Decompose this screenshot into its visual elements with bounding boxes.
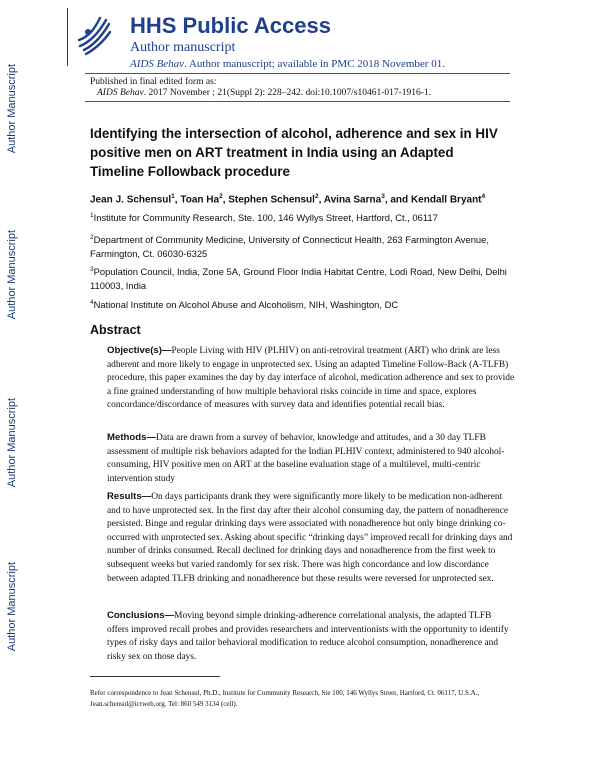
article-title: Identifying the intersection of alcohol, adherence and sex in HIV positive men on ART treatment in India using an Adapted Timeline Followback procedure	[90, 126, 498, 179]
hhs-title: HHS Public Access	[130, 13, 331, 38]
author: Toan Ha	[180, 194, 220, 206]
footnote-rule	[90, 676, 220, 677]
availability-line: AIDS Behav. Author manuscript; available in PMC 2018 November 01.	[130, 58, 445, 70]
author: Kendall Bryant	[410, 194, 482, 206]
author: Stephen Schensul	[228, 194, 315, 206]
publication-rule	[85, 101, 510, 102]
publication-info: Published in final edited form as: AIDS Behav. 2017 November ; 21(Suppl 2): 228–242. doi:10.1007/s10461-017-1916-1.	[90, 77, 432, 98]
manuscript-label: Author manuscript	[130, 40, 236, 55]
header-divider	[67, 8, 68, 66]
affiliation-4: $^4$National Institute on Alcohol Abuse and Alcoholism, NIH, Washington, DC	[90, 299, 399, 311]
abstract-conclusions: Conclusions—Moving beyond simple drinking-adherence correlational analysis, the adapted TLFB offers improved recall probes and provides researchers and interventionists with the opportunity to identify types of risky days and tailor behavioral modification to reduce alcohol consumption, nonadherence and risky sex on those days.	[107, 610, 509, 662]
abstract-objectives: Objective(s)—People Living with HIV (PLHIV) on anti-retroviral treatment (ART) who drink are less adherent and more likely to engage in unprotected sex. Using an adapted Timeline Follow-Back (A-TLFB) procedure, this paper examines the day by day interface of alcohol, medication adherence and sex to provide a fine grained understanding of how multiple behavioral risks coincide in time and space, explores concordance/discordance of measures with survey data and identifies potential recall bias.	[107, 345, 515, 411]
hhs-eagle-logo-icon	[76, 12, 112, 56]
author: Avina Sarna	[323, 194, 382, 206]
header-rule	[85, 73, 510, 74]
affiliation-1: $^1$Institute for Community Research, Ste. 100, 146 Wyllys Street, Hartford, Ct., 06117	[90, 212, 438, 224]
affiliation-2: $^2$Department of Community Medicine, University of Connecticut Health, 263 Farmington Avenue, Farmington, Ct. 06030-6325	[90, 234, 489, 259]
author-list: Jean J. Schensul$^1$, Toan Ha$^2$, Stephen Schensul$^2$, Avina Sarna$^3$, and Kendall Bryant$^4$	[90, 193, 486, 206]
author: Jean J. Schensul	[90, 194, 172, 206]
abstract-results: Results—On days participants drank they were significantly more likely to be medication non-adherent and to have unprotected sex. In the first day after their alcohol consuming day, the pattern of nonadherence persisted. Binge and regular drinking days were associated with nonadherence but only binge drinking co-occurred with unprotected sex. Asking about specific “drinking days” improved recall for drinking days and number of drinks consumed. Recall declined for drinking days and nonadherence from the first week to subsequent weeks but varied randomly for sex risk. There was high concordance and low discordance between adapted TLFB drinking and nonadherence but these results were reversed for unprotected sex.	[107, 491, 513, 584]
abstract-methods: Methods—Data are drawn from a survey of behavior, knowledge and attitudes, and a 30 day TLFB assessment of multiple risk behaviors adapted for the Indian PLHIV context, administered to 940 alcohol-consuming, HIV positive men on ART at the baseline evaluation stage of a multilevel, multi-centric intervention study	[107, 432, 505, 484]
affiliation-3: $^3$Population Council, India, Zone 5A, Ground Floor India Habitat Centre, Lodi Road, New Delhi, Delhi 110003, India	[90, 266, 507, 291]
correspondence-footnote: Refer correspondence to Jean Schensul, Ph.D., Institute for Community Research, Ste 100, 146 Wyllys Street, Hartford, Ct. 06117, U.S.A., Jean.schensul@icrweb.org. Tel: 860 549 3134 (cell).	[90, 689, 480, 708]
abstract-heading: Abstract	[90, 323, 141, 337]
